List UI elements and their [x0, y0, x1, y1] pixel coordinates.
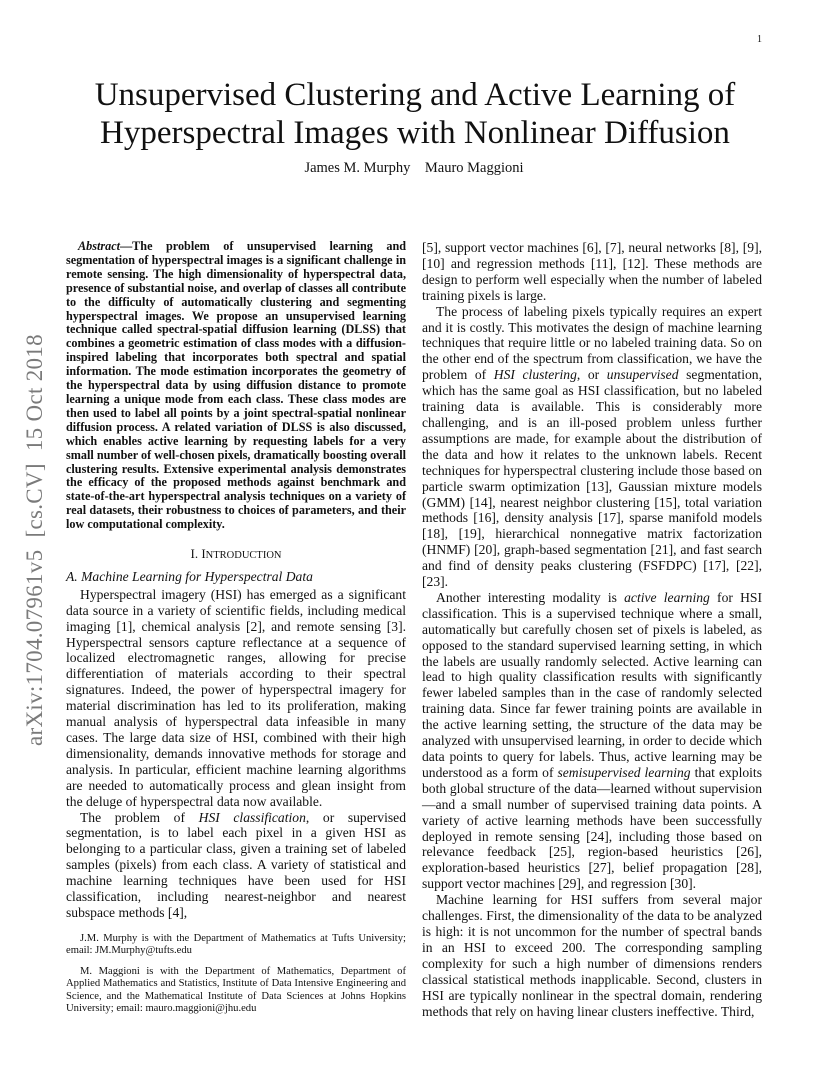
challenges-paragraph: Machine learning for HSI suffers from several major challenges. First, the dimensionality of the data to be analyzed is high: it is not uncommon for the number of spectral bands in an HSI to exceed 200. The corresponding sampling complexity for such a high number of dimensions renders classical statistical methods inapplicable. Second, clusters in HSI are typically nonlinear in the spectral domain, rendering methods that rely on having linear clusters ineffective. Third, — [422, 892, 762, 1019]
author-list: James M. Murphy Mauro Maggioni — [304, 160, 524, 176]
section-heading: I. INTRODUCTION — [190, 546, 282, 562]
abstract-lead: Abstract — [78, 239, 120, 253]
paper-title: Unsupervised Clustering and Active Learning of Hyperspectral Images with Nonlinear Diffusion — [94, 77, 736, 151]
arxiv-identifier-stamp: arXiv:1704.07961v5 [cs.CV] 15 Oct 2018 — [22, 334, 47, 746]
right-column — [422, 240, 762, 1019]
abstract-text: —The problem of unsupervised learning and segmentation of hyperspectral images is a significant challenge in remote sensing. The high dimensionality of hyperspectral data, presence of substantial noise, and overlap of classes all contribute to the difficulty of automatically clustering and segmenting hyperspectral images. We propose an unsupervised learning technique called spectral-spatial diffusion learning (DLSS) that combines a geometric estimation of class modes with a diffusion-inspired labeling that incorporates both spectral and spatial information. The mode estimation incorporates the geometry of the hyperspectral data by using diffusion distance to promote learning a unique mode from each class. These class modes are then used to label all points by a joint spectral-spatial nonlinear diffusion process. A related variation of DLSS is also discussed, which enables active learning by requesting labels for a very small number of well-chosen pixels, dramatically boosting overall clustering results. Extensive experimental analysis demonstrates the efficacy of the proposed methods against benchmark and state-of-the-art hyperspectral analysis techniques on a variety of real datasets, their robustness to choices of parameters, and their low computational complexity. — [66, 239, 406, 532]
active-learning-paragraph: Another interesting modality is active learning for HSI classification. This is a supervised technique where a small, automatically but carefully chosen set of pixels is labeled, as opposed to the standard supervised learning setting, in which the labels are usually randomly selected. Active learning can lead to high quality classification results with significantly fewer labeled samples than in the case of randomly selected training data. Since far fewer training points are available in the active learning setting, the structure of the data may be analyzed with unsupervised learning, in order to decide which data points to query for labels. Thus, active learning may be understood as a form of semisupervised learning that exploits both global structure of the data—learned without supervision—and a small number of supervised training data points. A variety of active learning methods have been successfully deployed in remote sensing [24], including those based on relevance feedback [25], region-based heuristics [26], exploration-based heuristics [27], belief propagation [28], support vector machines [29], and regression [30]. — [422, 589, 762, 892]
clustering-paragraph: The process of labeling pixels typically requires an expert and it is costly. This motivates the design of machine learning techniques that require little or no labeled training data. So on the other end of the spectrum from classification, we have the problem of HSI clustering, or unsupervised segmentation, which has the same goal as HSI classification, but no labeled training data is available. This is considerably more challenging, and is an ill-posed problem unless further assumptions are made, for example about the distribution of the data and how it relates to the unknown labels. Recent techniques for hyperspectral clustering include those based on particle swarm optimization [13], Gaussian mixture models (GMM) [14], nearest neighbor clustering [15], total variation methods [16], density analysis [17], sparse manifold models [18], [19], hierarchical nonnegative matrix factorization (HNMF) [20], graph-based segmentation [21], and fast search and find of density peaks clustering (FSFDPC) [17], [22], [23]. — [422, 303, 762, 590]
left-column — [66, 240, 406, 1015]
subsection-heading: A. Machine Learning for Hyperspectral Data — [66, 568, 313, 584]
page-number: 1 — [757, 34, 762, 45]
abstract — [66, 240, 406, 532]
classification-paragraph: The problem of HSI classification, or supervised segmentation, is to label each pixel in a given HSI as belonging to a particular class, given a training set of labeled samples (pixels) from each class. A variety of statistical and machine learning techniques have been used for HSI classification, including nearest-neighbor and nearest subspace methods [4], — [66, 809, 406, 920]
footnote-maggioni: M. Maggioni is with the Department of Mathematics, Department of Applied Mathematics and Statistics, Institute of Data Intensive Engineering and Science, and the Mathematical Institute of Data Sciences at Johns Hopkins University; email: mauro.maggioni@jhu.edu — [66, 966, 406, 1014]
footnote-murphy: J.M. Murphy is with the Department of Mathematics at Tufts University; email: JM.Murphy@tufts.edu — [66, 932, 406, 957]
intro-paragraph: Hyperspectral imagery (HSI) has emerged as a significant data source in a variety of scientific fields, including medical imaging [1], chemical analysis [2], and remote sensing [3]. Hyperspectral sensors capture reflectance at a sequence of localized electromagnetic ranges, allowing for precise differentiation of materials according to their spectral signatures. Indeed, the power of hyperspectral imagery for material discrimination has led to its proliferation, making manual analysis of hyperspectral data infeasible in many cases. The large data size of HSI, combined with their high dimensionality, demands innovative methods for storage and analysis. In particular, efficient machine learning algorithms are needed to automatically process and glean insight from the deluge of hyperspectral data now available. — [66, 586, 406, 809]
methods-paragraph: [5], support vector machines [6], [7], neural networks [8], [9], [10] and regression methods [11], [12]. These methods are design to perform well especially when the number of labeled training pixels is large. — [422, 240, 762, 303]
